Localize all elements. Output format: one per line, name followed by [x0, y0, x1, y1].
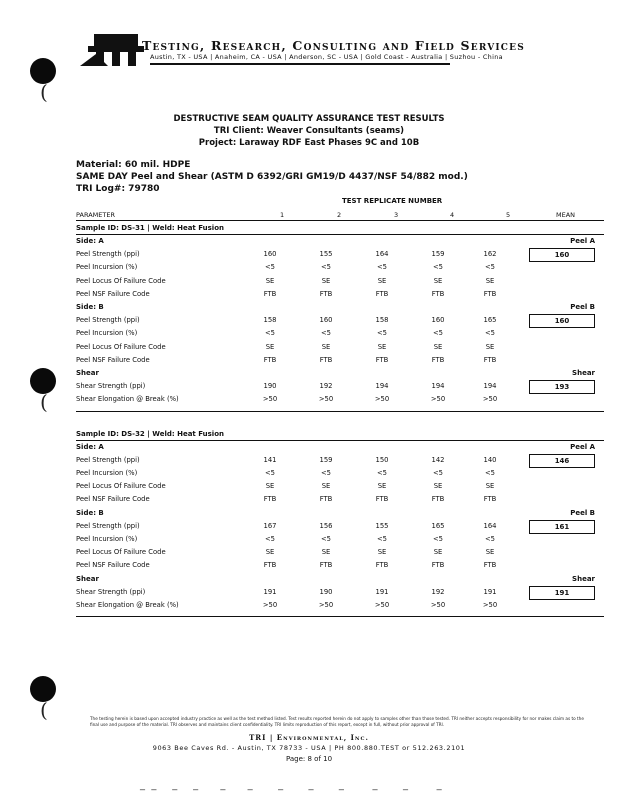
section-title: Side: A: [76, 442, 104, 451]
mean-section-label: Shear: [572, 574, 595, 583]
replicate-value: 191: [375, 587, 389, 596]
replicate-value: 190: [263, 382, 277, 391]
parameter-label: Peel Incursion (%): [76, 469, 138, 477]
replicate-value: <5: [432, 329, 444, 338]
parameter-label: Peel Locus Of Failure Code: [76, 482, 166, 491]
replicate-number: 2: [337, 211, 342, 219]
replicate-value: 150: [375, 455, 389, 464]
parameter-label: Peel NSF Failure Code: [76, 289, 150, 298]
replicate-value: <5: [264, 469, 276, 477]
replicate-value: 194: [431, 382, 445, 391]
replicate-value: 191: [483, 587, 497, 596]
replicate-value: <5: [484, 469, 496, 477]
replicate-value: 167: [263, 521, 277, 530]
replicate-number: 4: [450, 211, 455, 219]
replicate-value: FTB: [483, 289, 497, 298]
replicate-value: 160: [319, 316, 333, 325]
material-line: Material: 60 mil. HDPE: [76, 160, 191, 170]
replicate-value: FTB: [483, 495, 497, 504]
column-header-row: [76, 209, 604, 221]
replicate-value: SE: [433, 342, 443, 351]
replicate-value: >50: [482, 395, 498, 404]
tri-logo: [78, 32, 148, 68]
client-line: TRI Client: Weaver Consultants (seams): [213, 126, 405, 136]
replicate-value: 159: [319, 455, 333, 464]
replicate-value: >50: [318, 601, 334, 609]
replicate-value: >50: [318, 395, 334, 404]
replicate-value: SE: [485, 482, 495, 491]
replicate-value: SE: [485, 342, 495, 351]
replicate-value: SE: [485, 548, 495, 557]
sample-divider: [76, 411, 604, 412]
replicate-value: FTB: [319, 355, 333, 364]
mean-section-label: Peel A: [570, 442, 595, 451]
replicate-value: >50: [262, 601, 278, 609]
replicate-value: 194: [375, 382, 389, 391]
replicate-number: 5: [506, 211, 511, 219]
replicate-value: SE: [321, 548, 331, 557]
sample-id-label: Sample ID: DS-31 | Weld: Heat Fusion: [76, 224, 224, 232]
replicate-header: TEST REPLICATE NUMBER: [342, 197, 443, 205]
replicate-value: 164: [375, 250, 389, 259]
mean-value: 191: [529, 586, 595, 600]
replicate-value: 155: [319, 250, 333, 259]
sample-divider: [76, 616, 604, 617]
sample-header: [76, 429, 604, 441]
footer-address: 9063 Bee Caves Rd. - Austin, TX 78733 - USA | PH 800.880.TEST or 512.263.2101: [152, 744, 466, 752]
parameter-label: Peel Strength (ppi): [76, 316, 140, 325]
replicate-value: SE: [321, 482, 331, 491]
replicate-value: <5: [264, 535, 276, 543]
mean-value: 146: [529, 454, 595, 468]
binder-hole-mark: (: [40, 390, 48, 414]
parameter-label: Peel Locus Of Failure Code: [76, 548, 166, 557]
replicate-value: 194: [483, 382, 497, 391]
replicate-value: SE: [265, 276, 275, 285]
replicate-value: <5: [376, 535, 388, 543]
replicate-value: FTB: [431, 495, 445, 504]
mean-section-label: Peel A: [570, 237, 595, 245]
company-locations: Austin, TX - USA | Anaheim, CA - USA | Anderson, SC - USA | Gold Coast - Australia | Suzhou - China: [150, 53, 503, 61]
replicate-value: SE: [321, 342, 331, 351]
replicate-value: 158: [375, 316, 389, 325]
replicate-value: FTB: [319, 495, 333, 504]
binder-hole-mark: (: [40, 698, 48, 722]
replicate-value: SE: [265, 342, 275, 351]
section-title: Side: A: [76, 237, 104, 245]
parameter-label: Peel NSF Failure Code: [76, 355, 150, 364]
replicate-value: 164: [483, 521, 497, 530]
replicate-value: <5: [484, 263, 496, 272]
replicate-value: <5: [264, 263, 276, 272]
replicate-value: SE: [433, 482, 443, 491]
scan-artifact: _ _ _ _ _ _ _ _ _ _ _ _: [140, 780, 442, 791]
replicate-value: FTB: [263, 289, 277, 298]
parameter-label: Shear Elongation @ Break (%): [76, 601, 179, 609]
replicate-value: >50: [262, 395, 278, 404]
replicate-value: 165: [431, 521, 445, 530]
parameter-label: Shear Strength (ppi): [76, 382, 146, 391]
replicate-value: 190: [319, 587, 333, 596]
replicate-value: 192: [319, 382, 333, 391]
log-line: TRI Log#: 79780: [76, 184, 160, 194]
parameter-label: Peel Incursion (%): [76, 329, 138, 338]
replicate-value: FTB: [263, 561, 277, 570]
parameter-label: Peel Strength (ppi): [76, 250, 140, 259]
replicate-number: 3: [394, 211, 399, 219]
replicate-value: FTB: [483, 355, 497, 364]
replicate-value: 192: [431, 587, 445, 596]
mean-value: 160: [529, 248, 595, 262]
replicate-value: >50: [374, 601, 390, 609]
replicate-value: <5: [484, 329, 496, 338]
footer-company: TRI | Environmental, Inc.: [249, 733, 369, 742]
replicate-value: 142: [431, 455, 445, 464]
mean-section-label: Shear: [572, 369, 595, 377]
replicate-value: 160: [431, 316, 445, 325]
replicate-value: 165: [483, 316, 497, 325]
parameter-label: Peel Locus Of Failure Code: [76, 276, 166, 285]
replicate-value: FTB: [431, 289, 445, 298]
parameter-label: Peel Incursion (%): [76, 535, 138, 543]
replicate-value: 140: [483, 455, 497, 464]
replicate-value: SE: [265, 548, 275, 557]
replicate-value: SE: [433, 276, 443, 285]
replicate-value: <5: [432, 469, 444, 477]
replicate-value: FTB: [483, 561, 497, 570]
replicate-value: SE: [321, 276, 331, 285]
replicate-value: FTB: [375, 495, 389, 504]
replicate-value: 156: [319, 521, 333, 530]
disclaimer: The testing herein is based upon accepted industry practice as well as the test method listed. Test results reported herein do not apply to samples other than those tested. TRI neither accepts responsibility for nor makes claim as to the final use and purpose of the material. TRI observes and maintains client confidentiality. TRI limits reproduction of this report, except in full, without prior approval of TRI.: [90, 716, 584, 727]
header-rule: [150, 63, 450, 65]
replicate-value: FTB: [375, 289, 389, 298]
section-title: Shear: [76, 369, 99, 377]
project-line: Project: Laraway RDF East Phases 9C and 10B: [198, 138, 420, 148]
method-line: SAME DAY Peel and Shear (ASTM D 6392/GRI GM19/D 4437/NSF 54/882 mod.): [76, 172, 468, 182]
parameter-label: Peel Locus Of Failure Code: [76, 342, 166, 351]
replicate-value: 162: [483, 250, 497, 259]
replicate-value: <5: [320, 469, 332, 477]
section-title: Shear: [76, 574, 99, 583]
replicate-value: 191: [263, 587, 277, 596]
parameter-label: Shear Strength (ppi): [76, 587, 146, 596]
sample-header: [76, 223, 604, 235]
replicate-value: >50: [374, 395, 390, 404]
replicate-value: <5: [376, 469, 388, 477]
replicate-value: SE: [377, 548, 387, 557]
replicate-value: SE: [377, 482, 387, 491]
replicate-value: FTB: [263, 355, 277, 364]
replicate-value: 160: [263, 250, 277, 259]
mean-section-label: Peel B: [570, 508, 595, 517]
mean-value: 161: [529, 520, 595, 534]
replicate-value: <5: [376, 263, 388, 272]
replicate-value: <5: [376, 329, 388, 338]
replicate-value: <5: [320, 263, 332, 272]
parameter-header: PARAMETER: [76, 211, 115, 219]
replicate-value: <5: [432, 263, 444, 272]
section-title: Side: B: [76, 303, 104, 311]
company-tagline: Testing, Research, Consulting and Field Services: [142, 38, 525, 53]
mean-value: 193: [529, 380, 595, 394]
replicate-value: >50: [430, 395, 446, 404]
mean-section-label: Peel B: [570, 303, 595, 311]
replicate-value: FTB: [319, 289, 333, 298]
sample-id-label: Sample ID: DS-32 | Weld: Heat Fusion: [76, 429, 224, 438]
replicate-number: 1: [280, 211, 285, 219]
replicate-value: FTB: [319, 561, 333, 570]
parameter-label: Peel Strength (ppi): [76, 455, 140, 464]
parameter-label: Shear Elongation @ Break (%): [76, 395, 179, 404]
parameter-label: Peel NSF Failure Code: [76, 561, 150, 570]
replicate-value: <5: [264, 329, 276, 338]
replicate-value: >50: [430, 601, 446, 609]
replicate-value: FTB: [431, 355, 445, 364]
replicate-value: FTB: [375, 355, 389, 364]
replicate-value: 141: [263, 455, 277, 464]
replicate-value: SE: [265, 482, 275, 491]
replicate-value: <5: [320, 329, 332, 338]
mean-header: MEAN: [556, 211, 576, 219]
page-number: Page: 8 of 10: [285, 755, 333, 763]
replicate-value: SE: [377, 342, 387, 351]
replicate-value: <5: [484, 535, 496, 543]
replicate-value: SE: [485, 276, 495, 285]
parameter-label: Peel Incursion (%): [76, 263, 138, 272]
mean-value: 160: [529, 314, 595, 328]
parameter-label: Peel NSF Failure Code: [76, 495, 150, 504]
section-title: Side: B: [76, 508, 104, 517]
replicate-value: SE: [377, 276, 387, 285]
report-title: DESTRUCTIVE SEAM QUALITY ASSURANCE TEST RESULTS: [173, 114, 445, 124]
replicate-value: 158: [263, 316, 277, 325]
replicate-value: >50: [482, 601, 498, 609]
replicate-value: 159: [431, 250, 445, 259]
replicate-value: <5: [320, 535, 332, 543]
replicate-value: FTB: [263, 495, 277, 504]
replicate-value: <5: [432, 535, 444, 543]
replicate-value: FTB: [431, 561, 445, 570]
replicate-value: FTB: [375, 561, 389, 570]
replicate-value: 155: [375, 521, 389, 530]
replicate-value: SE: [433, 548, 443, 557]
binder-hole-mark: (: [40, 80, 48, 104]
parameter-label: Peel Strength (ppi): [76, 521, 140, 530]
